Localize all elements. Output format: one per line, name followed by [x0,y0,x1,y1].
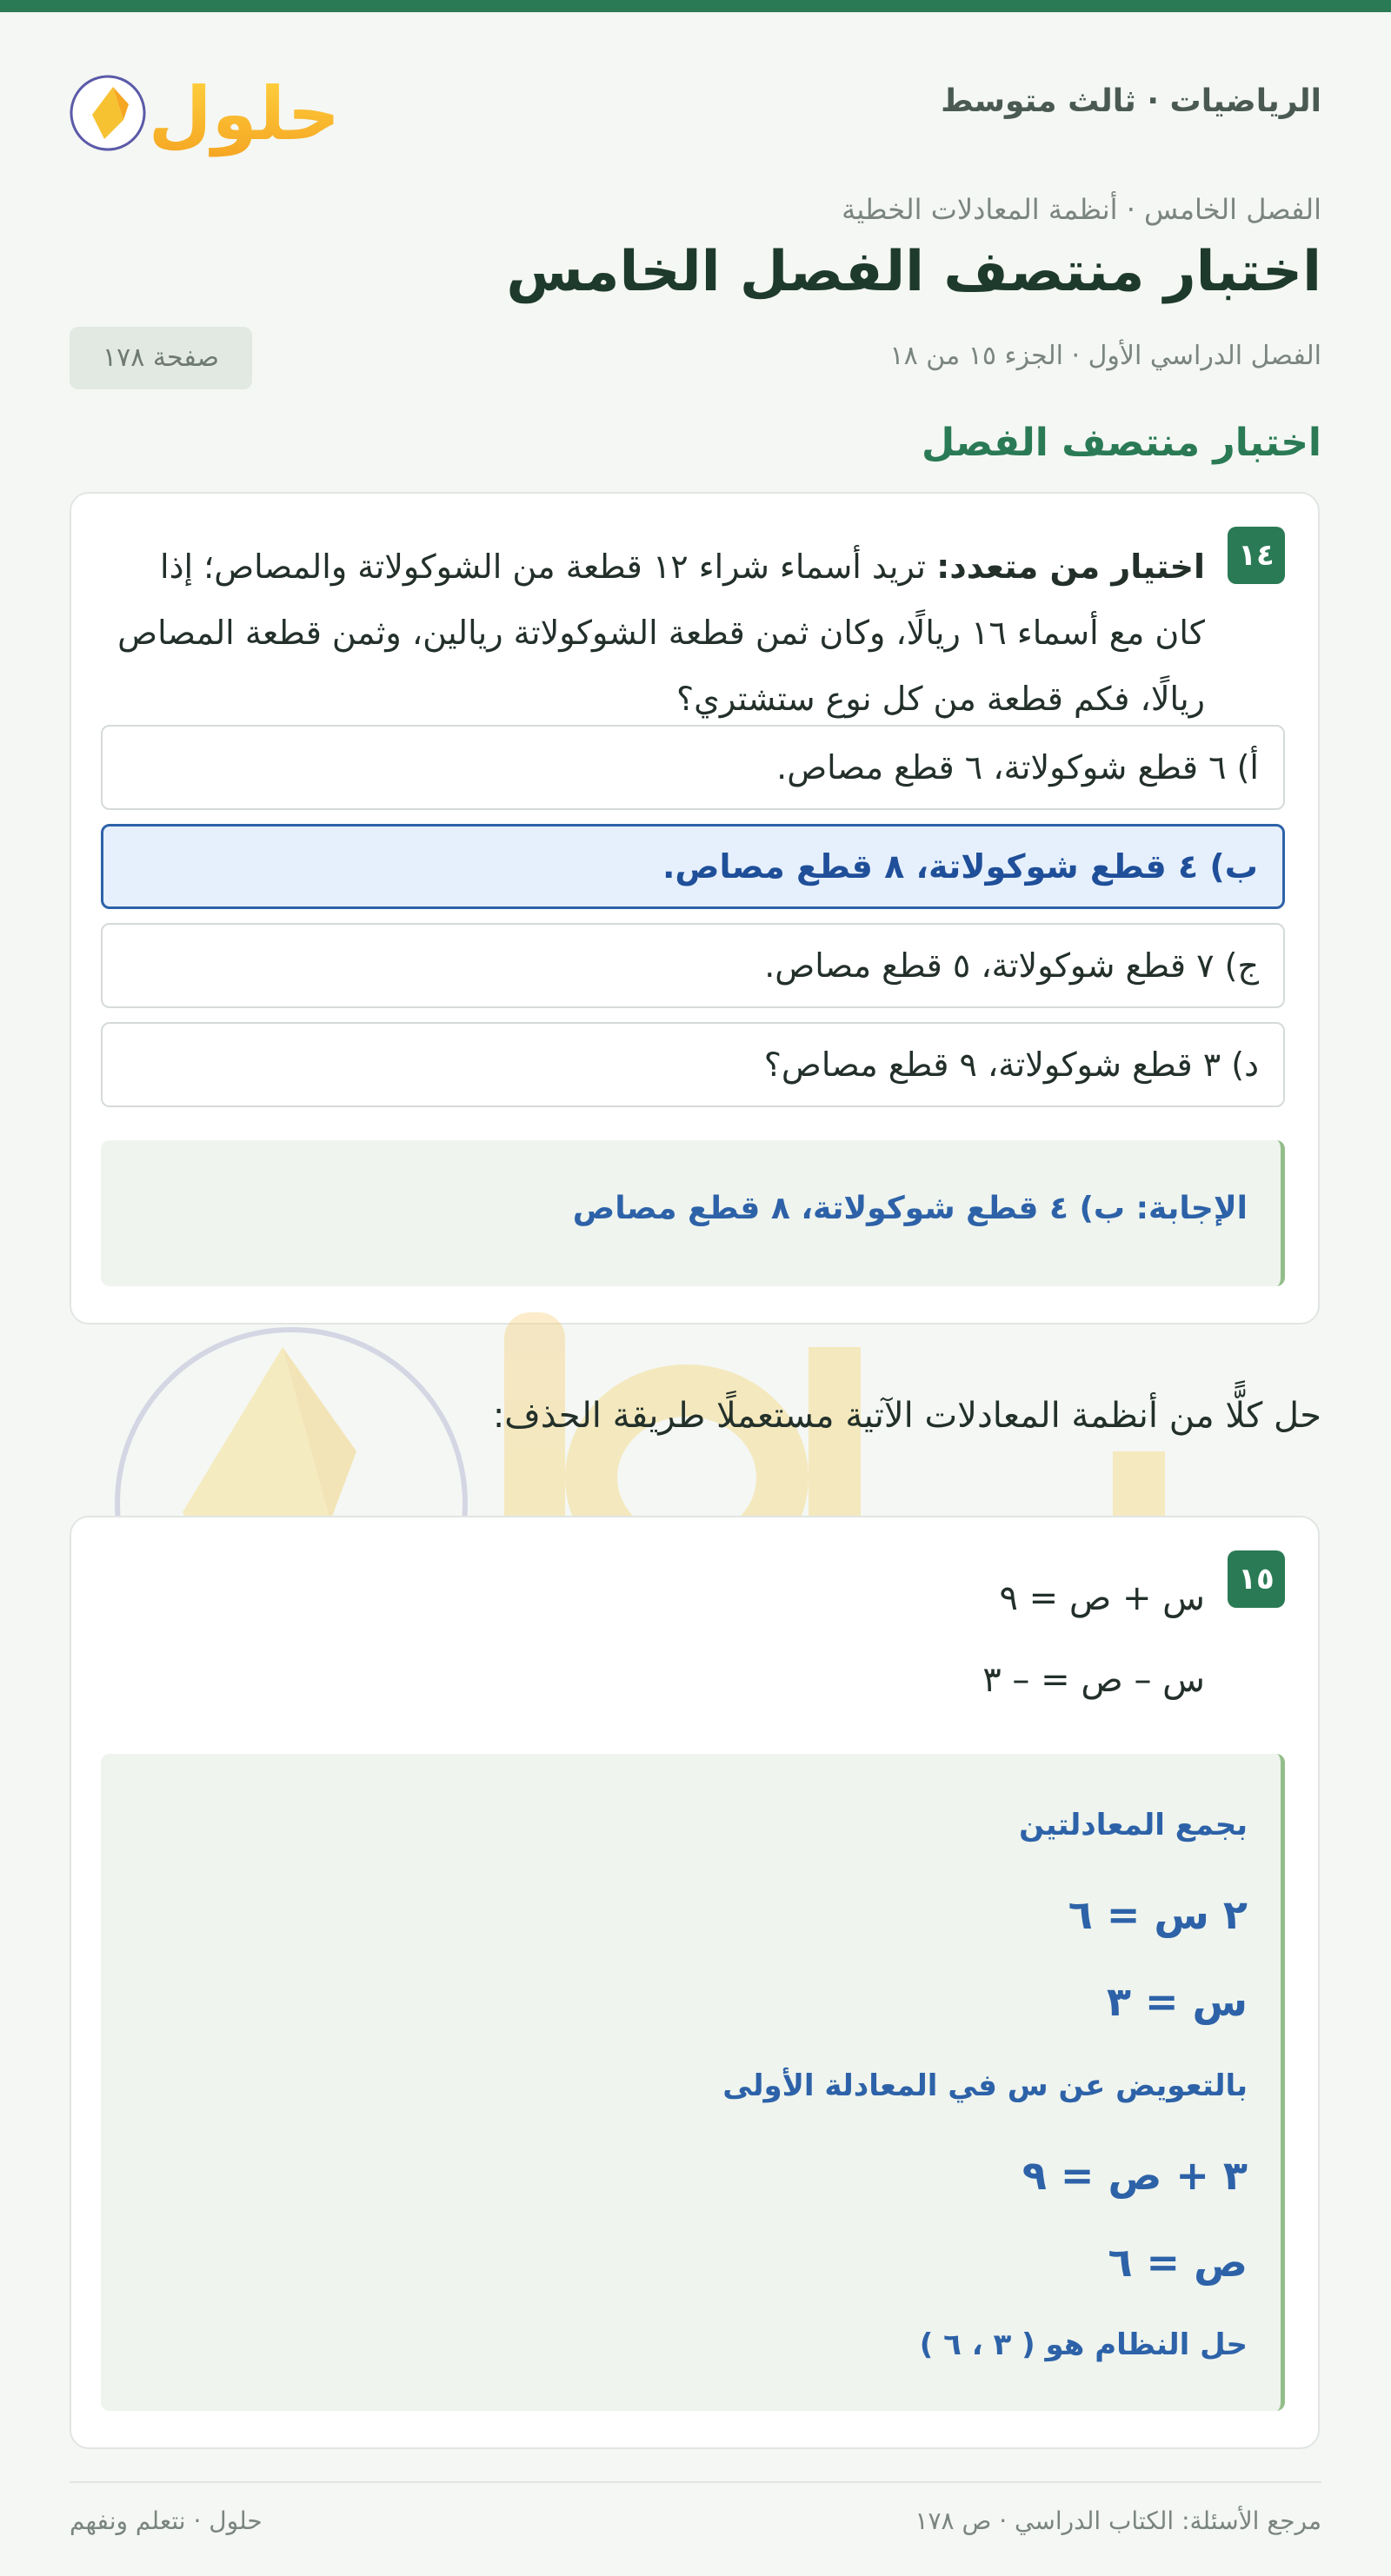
question-body: تريد أسماء شراء ١٢ قطعة من الشوكولاتة والمصاص؛ إذا كان مع أسماء ١٦ ريالًا، وكان ثمن قطعة الشوكولاتة ريالين، وثمن قطعة المصاص ريالًا، فكم قطعة من كل نوع ستشتري؟ [117,548,1205,718]
option-d[interactable]: د) ٣ قطع شوكولاتة، ٩ قطع مصاص؟ [101,1022,1285,1107]
solution-box [101,1754,1285,2411]
subject-label: الرياضيات · ثالث متوسط [941,83,1321,119]
answer-text: الإجابة: ب) ٤ قطع شوكولاتة، ٨ قطع مصاص [572,1191,1248,1226]
top-accent-bar [0,0,1391,12]
option-c[interactable]: ج) ٧ قطع شوكولاتة، ٥ قطع مصاص. [101,923,1285,1008]
solution-step-2: ٢ س = ٦ [1068,1891,1248,1938]
instruction-text: حل كلًّا من أنظمة المعادلات الآتية مستعملًا طريقة الحذف: [492,1396,1321,1436]
part-meta: الفصل الدراسي الأول · الجزء ١٥ من ١٨ [889,341,1321,371]
footer-brand: حلول · نتعلم ونفهم [70,2506,263,2535]
question-type-label: اختيار من متعدد: [936,548,1205,586]
question-text [101,534,1205,732]
page-title: اختبار منتصف الفصل الخامس [506,240,1321,304]
footer-reference: مرجع الأسئلة: الكتاب الدراسي · ص ١٧٨ [915,2506,1321,2535]
equation-1: س + ص = ٩ [999,1578,1205,1618]
option-a[interactable]: أ) ٦ قطع شوكولاتة، ٦ قطع مصاص. [101,725,1285,810]
svg-text:حلول: حلول [148,71,341,156]
question-card-15 [70,1516,1320,2449]
solution-step-5: ٣ + ص = ٩ [1022,2152,1248,2199]
solution-step-1: بجمع المعادلتين [1019,1808,1248,1842]
question-number: ١٤ [1228,527,1285,584]
footer-divider [70,2481,1321,2483]
hulul-logo [66,52,341,156]
equation-2: س – ص = – ٣ [982,1660,1205,1700]
solution-step-4: بالتعويض عن س في المعادلة الأولى [722,2068,1248,2103]
solution-step-3: س = ٣ [1106,1978,1248,2025]
solution-final: حل النظام هو ( ٣ ، ٦ ) [919,2327,1248,2362]
page-badge: صفحة ١٧٨ [70,327,252,389]
question-card-14 [70,492,1320,1325]
option-b-selected[interactable]: ب) ٤ قطع شوكولاتة، ٨ قطع مصاص. [101,824,1285,909]
solution-step-6: ص = ٦ [1108,2239,1248,2286]
section-title: اختبار منتصف الفصل [921,421,1321,465]
question-number: ١٥ [1228,1550,1285,1608]
chapter-label: الفصل الخامس · أنظمة المعادلات الخطية [842,193,1321,226]
